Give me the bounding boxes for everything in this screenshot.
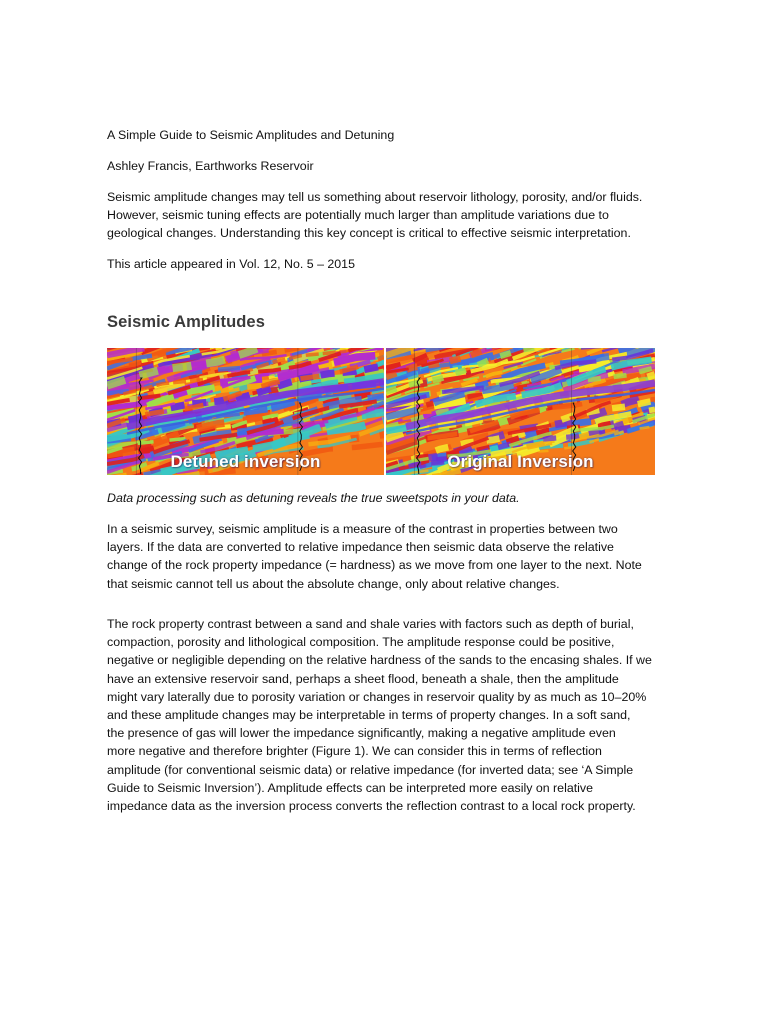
text-line: amplitude (for conventional seismic data) or relative impedance (for inverted data; see ‘A Simple: [107, 762, 634, 777]
seismic-figure: [107, 348, 655, 476]
text-line: have an extensive reservoir sand, perhaps a sheet flood, beneath a shale, then the amplitude: [107, 671, 619, 686]
text-line: negative or negligible depending on the relative hardness of the sands to the encasing shales. If we: [107, 653, 652, 668]
body-paragraph-1: [107, 520, 662, 593]
text-line: the presence of gas will lower the impedance significantly, making a negative amplitude even: [107, 726, 616, 741]
text-line: and these amplitude changes may be interpretable in terms of property changes. In a soft sand,: [107, 708, 631, 723]
section-heading: Seismic Amplitudes: [107, 313, 265, 331]
text-line: geological changes. Understanding this key concept is critical to effective seismic interpretation.: [107, 226, 631, 241]
detuned-inversion-label: Detuned inversion: [170, 452, 321, 471]
original-inversion-label: Original Inversion: [447, 452, 594, 471]
text-line: change of the rock property impedance (= hardness) as we move from one layer to the next. Note: [107, 558, 642, 573]
text-line: Guide to Seismic Inversion’). Amplitude effects can be interpreted more easily on relative: [107, 780, 593, 795]
body-paragraph-2: [107, 615, 667, 815]
article-title: A Simple Guide to Seismic Amplitudes and Detuning: [107, 128, 395, 142]
text-line: might vary laterally due to porosity variation or changes in reservoir quality by as much as 10–20%: [107, 689, 647, 704]
text-line: However, seismic tuning effects are potentially much larger than amplitude variations due to: [107, 208, 609, 223]
original-inversion-image: [386, 348, 655, 475]
text-line: In a seismic survey, seismic amplitude is a measure of the contrast in properties between two: [107, 522, 618, 536]
text-line: impedance data as the inversion process converts the reflection contrast to a local rock property.: [107, 799, 636, 814]
text-line: that seismic cannot tell us about the absolute change, only about relative changes.: [107, 576, 560, 591]
article-author: Ashley Francis, Earthworks Reservoir: [107, 159, 314, 173]
text-line: layers. If the data are converted to relative impedance then seismic data observe the relative: [107, 540, 614, 555]
publication-note: This article appeared in Vol. 12, No. 5 – 2015: [107, 257, 355, 271]
figure-caption: Data processing such as detuning reveals the true sweetspots in your data.: [107, 491, 520, 505]
text-line: more negative and therefore brighter (Figure 1). We can consider this in terms of reflection: [107, 744, 602, 759]
intro-paragraph: [107, 188, 662, 243]
detuned-inversion-image: [107, 348, 384, 475]
text-line: The rock property contrast between a sand and shale varies with factors such as depth of burial,: [107, 617, 634, 631]
text-line: Seismic amplitude changes may tell us something about reservoir lithology, porosity, and/or fluids.: [107, 190, 643, 204]
text-line: compaction, porosity and lithological composition. The amplitude response could be positive,: [107, 635, 615, 650]
